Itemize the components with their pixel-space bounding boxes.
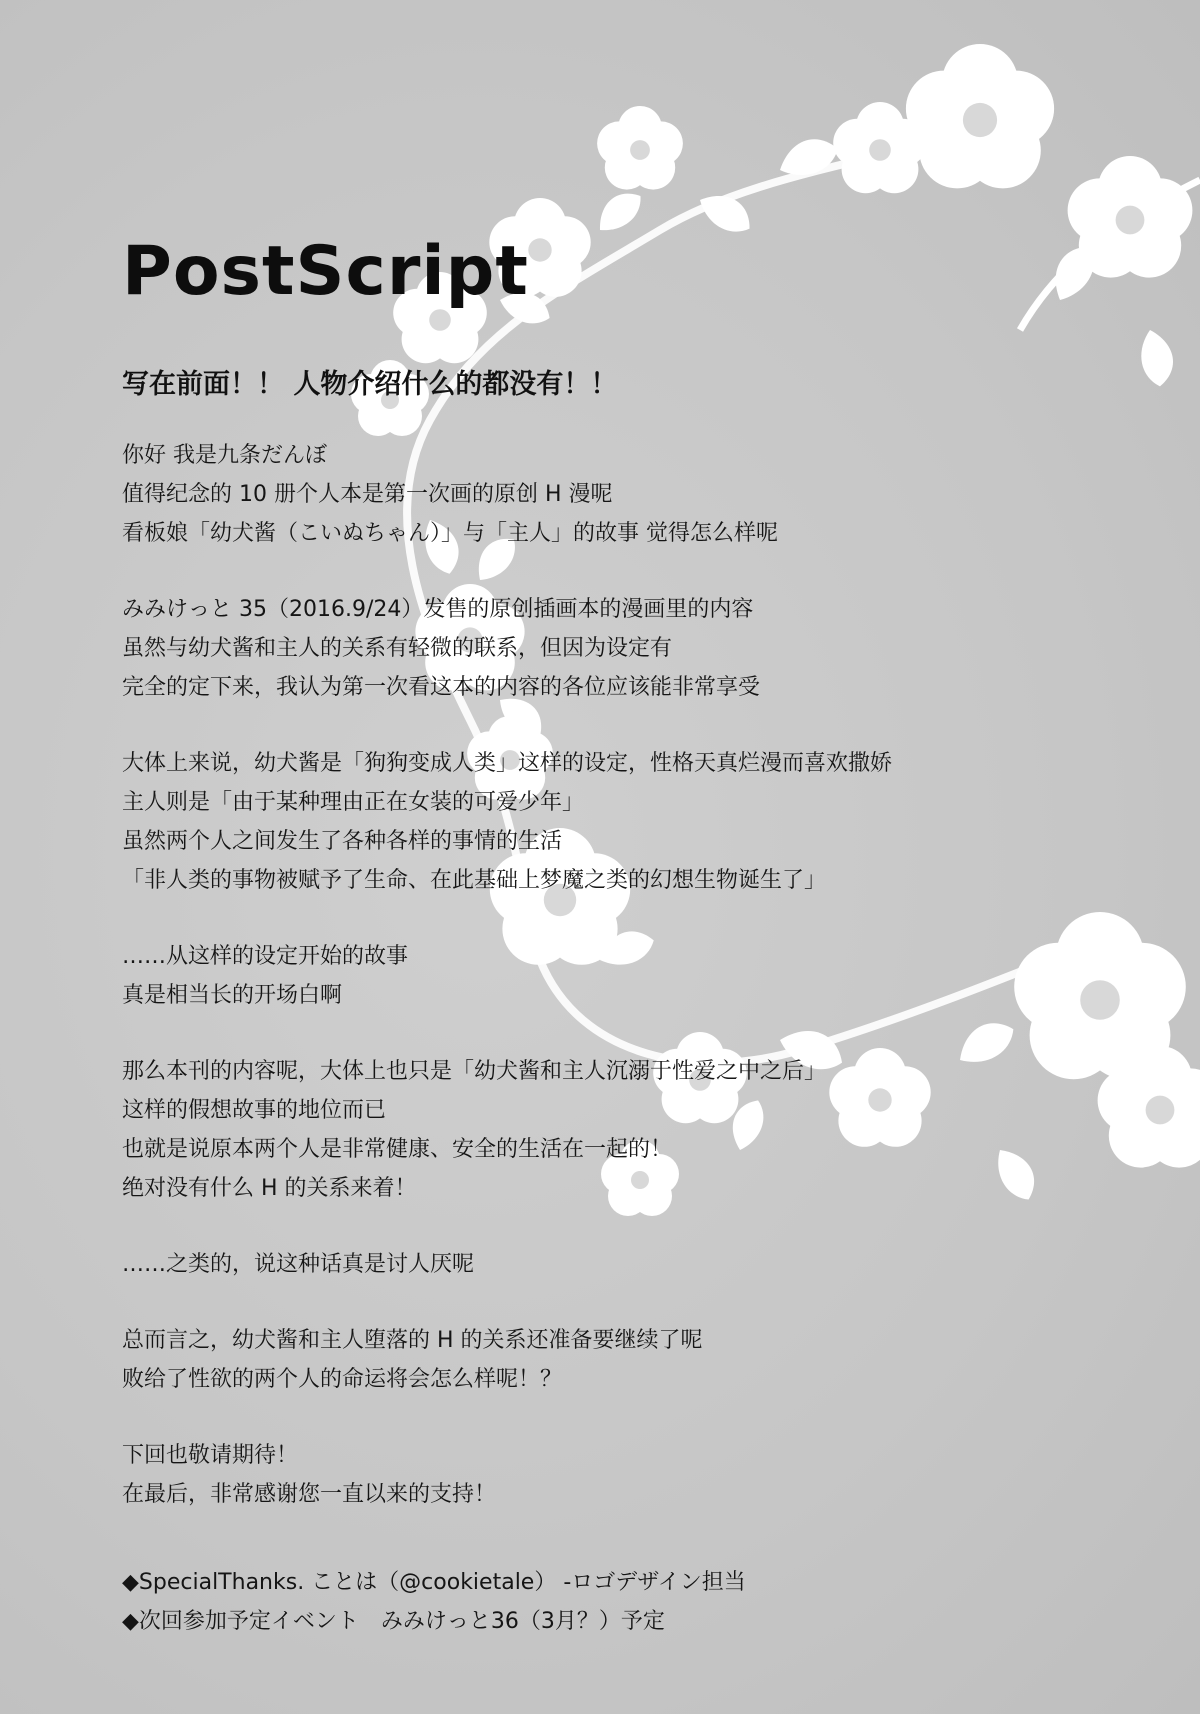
text-line: 也就是说原本两个人是非常健康、安全的生活在一起的！ xyxy=(122,1137,673,1162)
text-line: 虽然与幼犬酱和主人的关系有轻微的联系，但因为设定有 xyxy=(122,636,673,661)
text-line: 完全的定下来，我认为第一次看这本的内容的各位应该能非常享受 xyxy=(122,675,761,700)
text-line: ……之类的，说这种话真是讨人厌呢 xyxy=(122,1252,475,1277)
paragraph xyxy=(122,590,1122,707)
text-line: 你好 我是九条だんぼ xyxy=(122,443,327,468)
text-line: 下回也敬请期待！ xyxy=(122,1443,299,1468)
paragraph xyxy=(122,744,1122,900)
text-line: ……从这样的设定开始的故事 xyxy=(122,944,409,969)
footer-notes xyxy=(122,1563,746,1641)
text-line: 「非人类的事物被赋予了生命、在此基础上梦魔之类的幻想生物诞生了」 xyxy=(122,868,827,893)
text-line: 那么本刊的内容呢，大体上也只是「幼犬酱和主人沉溺于性爱之中之后」 xyxy=(122,1059,827,1084)
text-line: 主人则是「由于某种理由正在女装的可爱少年」 xyxy=(122,790,585,815)
body-text xyxy=(122,436,1122,1551)
text-line: 败给了性欲的两个人的命运将会怎么样呢！？ xyxy=(122,1367,563,1392)
text-line: 大体上来说，幼犬酱是「狗狗变成人类」这样的设定，性格天真烂漫而喜欢撒娇 xyxy=(122,751,893,776)
text-line: 真是相当长的开场白啊 xyxy=(122,983,343,1008)
text-line: 看板娘「幼犬酱（こいぬちゃん）」与「主人」的故事 觉得怎么样呢 xyxy=(122,521,778,546)
text-line: 绝对没有什么 H 的关系来着！ xyxy=(122,1176,417,1201)
paragraph xyxy=(122,436,1122,553)
next-event: ◆次回参加予定イベント みみけっと36（3月？）予定 xyxy=(122,1609,665,1634)
special-thanks: ◆SpecialThanks. ことは（@cookietale） -ロゴデザイン担当 xyxy=(122,1570,746,1595)
paragraph xyxy=(122,1052,1122,1208)
text-line: 这样的假想故事的地位而已 xyxy=(122,1098,387,1123)
text-line: 在最后，非常感谢您一直以来的支持！ xyxy=(122,1482,497,1507)
text-line: 虽然两个人之间发生了各种各样的事情的生活 xyxy=(122,829,563,854)
page-title: PostScript xyxy=(122,232,529,311)
paragraph xyxy=(122,1436,1122,1514)
paragraph xyxy=(122,1321,1122,1399)
text-line: 值得纪念的 10 册个人本是第一次画的原创 H 漫呢 xyxy=(122,482,613,507)
subtitle: 写在前面！！ 人物介绍什么的都没有！！ xyxy=(122,369,618,400)
paragraph xyxy=(122,937,1122,1015)
text-line: 总而言之，幼犬酱和主人堕落的 H 的关系还准备要继续了呢 xyxy=(122,1328,703,1353)
paragraph xyxy=(122,1245,1122,1284)
text-line: みみけっと 35（2016.9/24）发售的原创插画本的漫画里的内容 xyxy=(122,597,754,622)
